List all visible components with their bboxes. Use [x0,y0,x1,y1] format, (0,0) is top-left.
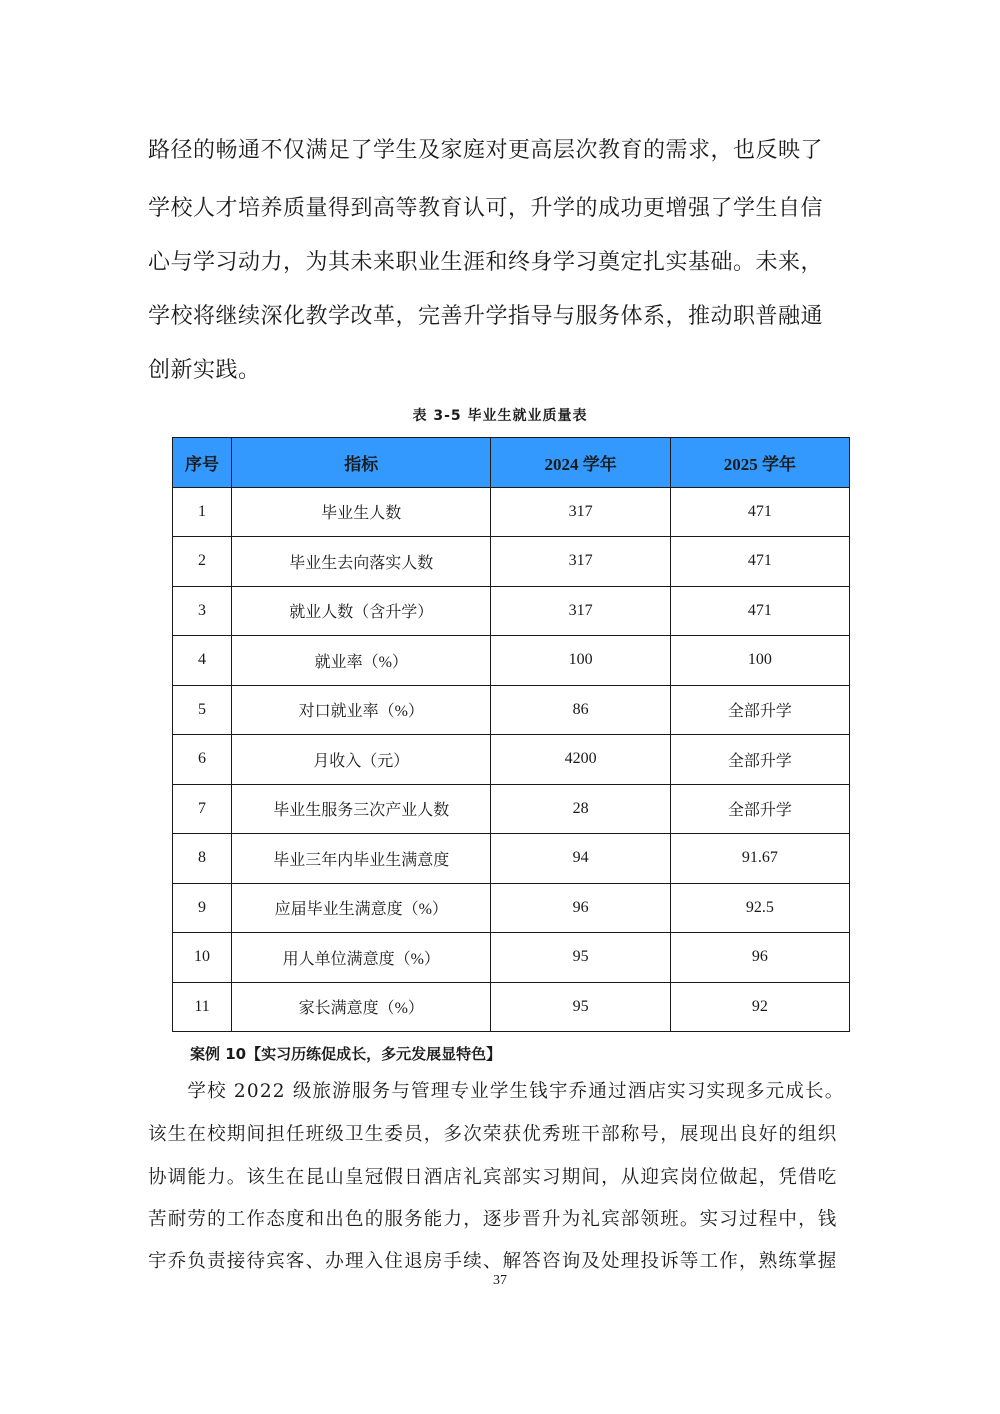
table-row [173,883,850,933]
row-value-2024: 100 [491,636,670,686]
table-row [173,537,850,587]
row-indicator: 就业人数（含升学） [232,586,491,636]
row-value-2024: 4200 [491,735,670,785]
row-value-2025: 96 [670,933,849,983]
case-line: 协调能力。该生在昆山皇冠假日酒店礼宾部实习期间，从迎宾岗位做起，凭借吃 [148,1167,838,1188]
intro-line: 学校将继续深化教学改革，完善升学指导与服务体系，推动职普融通 [148,304,824,329]
row-value-2024: 95 [491,933,670,983]
table-row [173,586,850,636]
row-index: 9 [173,883,232,933]
row-value-2025: 91.67 [670,834,849,884]
row-indicator: 对口就业率（%） [232,685,491,735]
header-2025: 2025 学年 [670,438,849,488]
table-row [173,834,850,884]
row-value-2024: 86 [491,685,670,735]
table-row [173,636,850,686]
table-header-row [173,438,850,488]
row-index: 11 [173,982,232,1032]
row-value-2025: 92 [670,982,849,1032]
row-value-2025: 471 [670,537,849,587]
table-row [173,487,850,537]
intro-line: 心与学习动力，为其未来职业生涯和终身学习奠定扎实基础。未来， [148,250,824,275]
row-value-2025: 100 [670,636,849,686]
case-line: 该生在校期间担任班级卫生委员，多次荣获优秀班干部称号，展现出良好的组织 [148,1124,838,1145]
case-line: 宇乔负责接待宾客、办理入住退房手续、解答咨询及处理投诉等工作，熟练掌握 [148,1251,838,1272]
row-indicator: 毕业生去向落实人数 [232,537,491,587]
table-row [173,685,850,735]
row-index: 10 [173,933,232,983]
row-value-2025: 92.5 [670,883,849,933]
employment-quality-table [172,437,850,1032]
row-index: 3 [173,586,232,636]
row-index: 2 [173,537,232,587]
row-value-2024: 95 [491,982,670,1032]
row-indicator: 月收入（元） [232,735,491,785]
table-row [173,933,850,983]
row-value-2025: 471 [670,586,849,636]
row-index: 5 [173,685,232,735]
row-value-2024: 94 [491,834,670,884]
table-caption: 表 3-5 毕业生就业质量表 [412,408,588,424]
row-index: 1 [173,487,232,537]
intro-line: 路径的畅通不仅满足了学生及家庭对更高层次教育的需求，也反映了 [148,138,824,163]
row-index: 6 [173,735,232,785]
case-line: 学校 2022 级旅游服务与管理专业学生钱宇乔通过酒店实习实现多元成长。 [148,1081,845,1102]
row-value-2025: 471 [670,487,849,537]
intro-line: 创新实践。 [148,358,261,383]
case-line: 苦耐劳的工作态度和出色的服务能力，逐步晋升为礼宾部领班。实习过程中，钱 [148,1209,838,1230]
row-indicator: 毕业三年内毕业生满意度 [232,834,491,884]
case-title: 案例 10【实习历练促成长，多元发展显特色】 [190,1045,502,1063]
row-value-2024: 96 [491,883,670,933]
row-value-2024: 317 [491,537,670,587]
row-indicator: 毕业生人数 [232,487,491,537]
row-value-2025: 全部升学 [670,685,849,735]
row-index: 8 [173,834,232,884]
row-value-2024: 28 [491,784,670,834]
header-2024: 2024 学年 [491,438,670,488]
header-indicator: 指标 [232,438,491,488]
row-indicator: 应届毕业生满意度（%） [232,883,491,933]
row-value-2025: 全部升学 [670,784,849,834]
table-row [173,735,850,785]
page-number: 37 [493,1273,507,1288]
header-index: 序号 [173,438,232,488]
row-indicator: 用人单位满意度（%） [232,933,491,983]
row-index: 7 [173,784,232,834]
table-row [173,982,850,1032]
row-indicator: 毕业生服务三次产业人数 [232,784,491,834]
row-value-2024: 317 [491,487,670,537]
table-row [173,784,850,834]
row-value-2025: 全部升学 [670,735,849,785]
row-value-2024: 317 [491,586,670,636]
intro-line: 学校人才培养质量得到高等教育认可，升学的成功更增强了学生自信 [148,196,824,221]
row-indicator: 就业率（%） [232,636,491,686]
row-index: 4 [173,636,232,686]
row-indicator: 家长满意度（%） [232,982,491,1032]
